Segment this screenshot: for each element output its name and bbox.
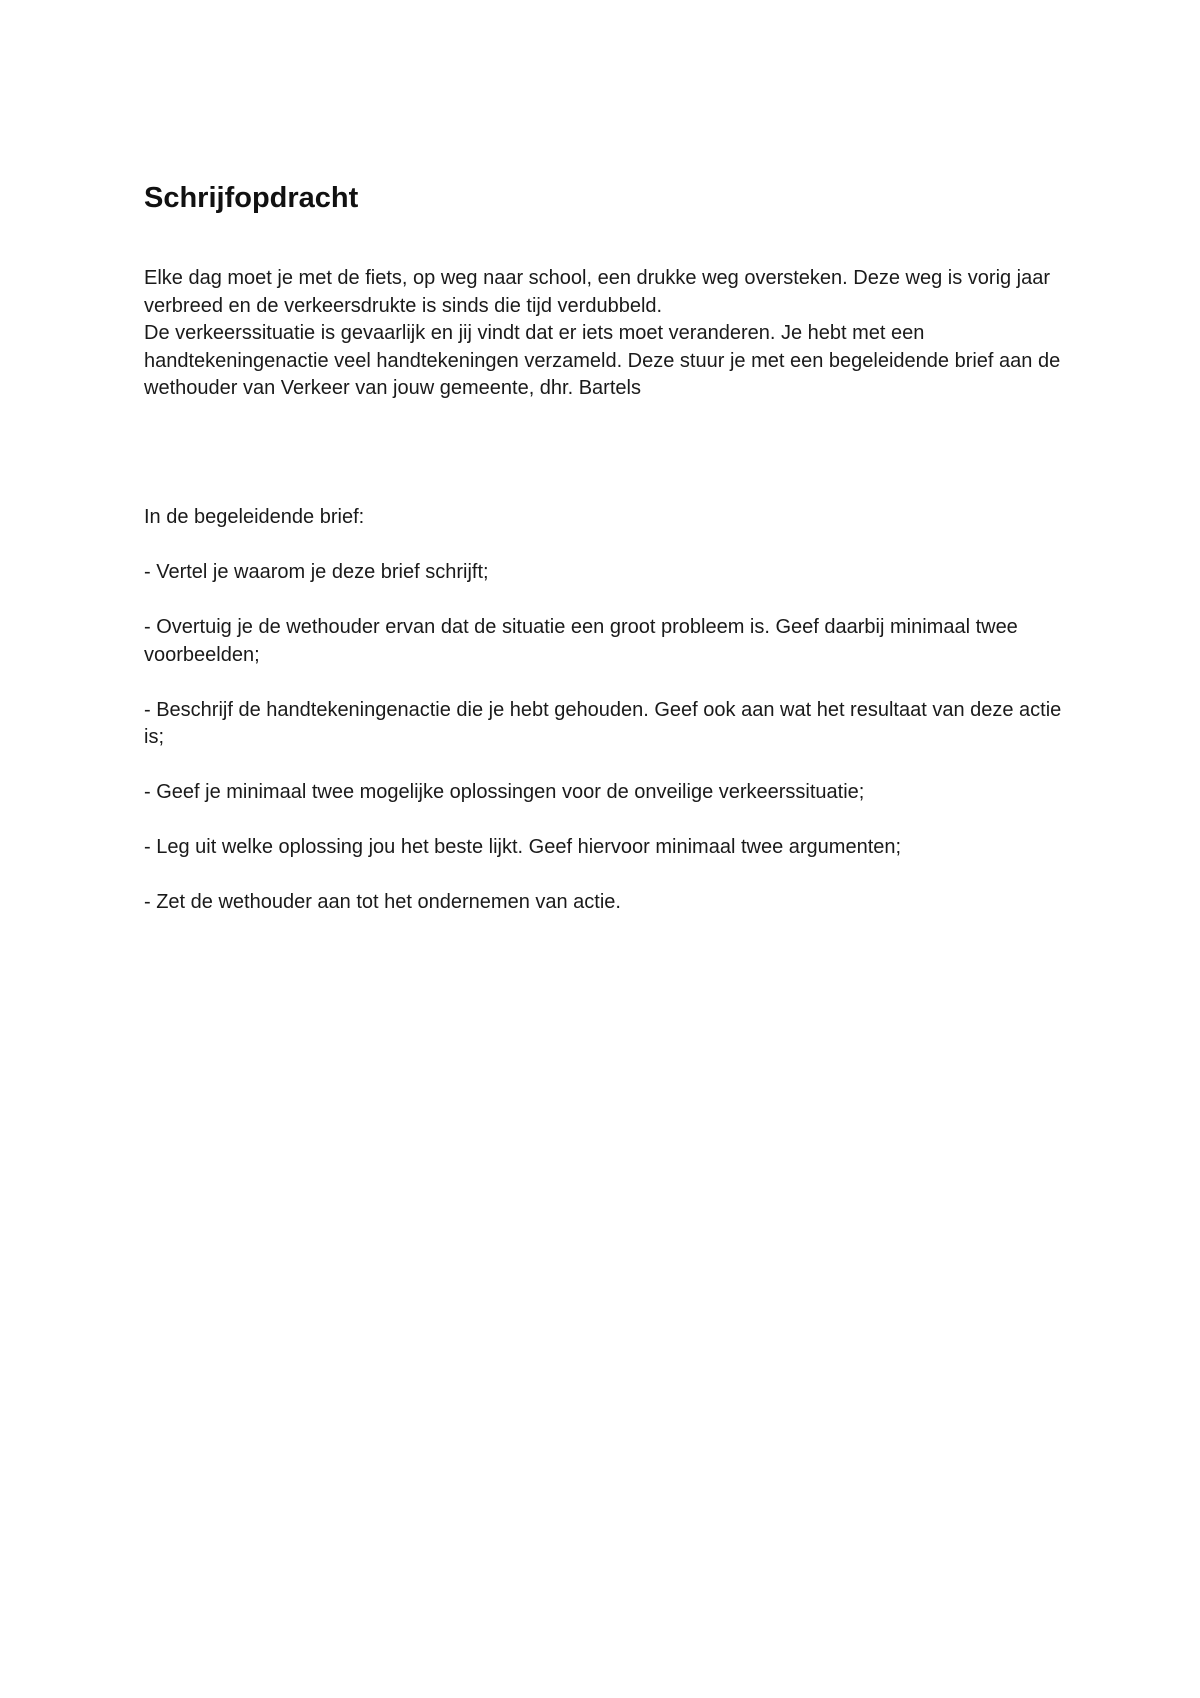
instructions-heading: In de begeleidende brief:	[144, 506, 365, 528]
intro-section	[144, 265, 1064, 403]
document-title: Schrijfopdracht	[144, 182, 359, 214]
instruction-item: - Beschrijf de handtekeningenactie die je hebt gehouden. Geef ook aan wat het resultaat van deze actie is;	[144, 698, 1062, 748]
instruction-item: - Zet de wethouder aan tot het ondernemen van actie.	[144, 891, 621, 913]
intro-paragraph-1: Elke dag moet je met de fiets, op weg naar school, een drukke weg oversteken. Deze weg is vorig jaar verbreed en de verkeersdrukte is sinds die tijd verdubbeld.	[144, 267, 1051, 317]
instructions-section	[144, 504, 1064, 944]
instruction-item: - Overtuig je de wethouder ervan dat de situatie een groot probleem is. Geef daarbij minimaal twee voorbeelden;	[144, 616, 1018, 666]
instruction-item: - Vertel je waarom je deze brief schrijft;	[144, 561, 489, 583]
intro-paragraph-2: De verkeerssituatie is gevaarlijk en jij vindt dat er iets moet veranderen. Je hebt met een handtekeningenactie veel handtekeningen verzameld. Deze stuur je met een begeleidende brief aan de wethouder van Verkeer van jouw gemeente, dhr. Bartels	[144, 322, 1061, 399]
instruction-item: - Leg uit welke oplossing jou het beste lijkt. Geef hiervoor minimaal twee argumenten;	[144, 836, 902, 858]
instruction-item: - Geef je minimaal twee mogelijke oplossingen voor de onveilige verkeerssituatie;	[144, 781, 865, 803]
